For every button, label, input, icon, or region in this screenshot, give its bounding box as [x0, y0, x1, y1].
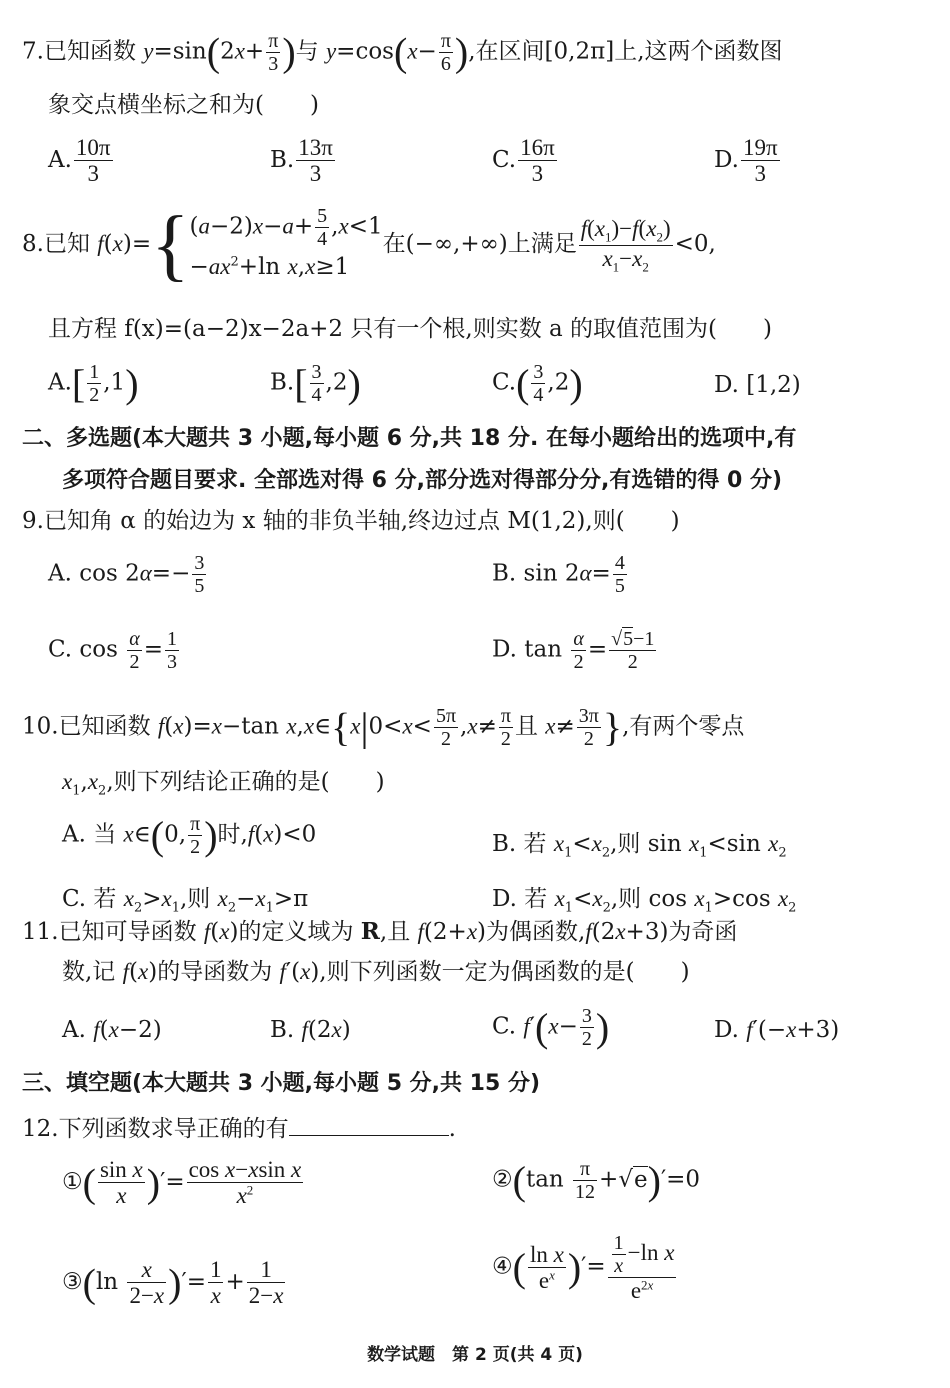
q11-option-b[interactable]: B. f(2x) [270, 1017, 351, 1043]
q12-item-2: ②(tan $\frac{\pi}{12}$ +√e)′=0 [492, 1158, 701, 1203]
q11-stem-line2: 数,记 f(x)的导函数为 f′(x),则下列函数一定为偶函数的是( ) [62, 959, 690, 985]
q11-option-c[interactable]: C. f′(x− $\frac{3}{2}$ ) [492, 1005, 610, 1050]
page-footer: 数学试题 第 2 页(共 4 页) [367, 1345, 583, 1365]
q9-option-d[interactable]: D. tan $\frac{\alpha}{2}$ = $\frac{√5-1}{2}$ [492, 628, 655, 673]
section3-title: 三、填空题(本大题共 3 小题,每小题 5 分,共 15 分) [22, 1071, 541, 1096]
q8-stem-line1: 8.已知 f(x)={ (a−2)x−a+ $\frac{5}{4}$ ,x<1 $-ax^2+\ln$ x,x≥1 在(−∞,+∞)上满足 $\frac{f(x_1)-f(x_2)}{x_1-x_2}$ <0, [22, 201, 716, 289]
q12-item-1: ①( $\frac{\text{sin x}}{x}$ )′= $\frac{\text{cos x−xsin x}}{x^2}$ [62, 1157, 302, 1209]
q9-stem: 9.已知角 α 的始边为 x 轴的非负半轴,终边过点 M(1,2),则( ) [22, 508, 680, 534]
q10-stem-line1: 10.已知函数 f(x)=x−tan x,x∈{x|0<x< $\frac{5\pi}{2}$ ,x≠ $\frac{\pi}{2}$ 且 x≠ $\frac{3\pi}{2}$ },有两个零点 [22, 704, 745, 750]
q8-number: 8. [22, 231, 44, 257]
q10-option-d[interactable]: D. 若 $x_1<x_2$,则 $\cos x_1>\cos$ $x_2$ [492, 886, 797, 916]
q8-option-c[interactable]: C.( $\frac{3}{4}$ ,2) [492, 361, 583, 406]
q9-option-c[interactable]: C. cos $\frac{\alpha}{2}$ = $\frac{1}{3}$ [48, 628, 178, 673]
q7-option-b[interactable]: B. $\frac{13\pi}{3}$ [270, 135, 333, 187]
q8-option-b[interactable]: B.[ $\frac{3}{4}$ ,2) [270, 361, 361, 406]
q7-option-d[interactable]: D. $\frac{19\pi}{3}$ [714, 135, 778, 187]
section2-title-line1: 二、多选题(本大题共 3 小题,每小题 6 分,共 18 分. 在每小题给出的选项中,有 [22, 426, 797, 451]
q7-option-c[interactable]: C. $\frac{16\pi}{3}$ [492, 135, 555, 187]
q12-item-4: ④( $\frac{\text{ln x}}{e^x}$ )′= $\frac{1}{x}$ −ln x $e^{2x}$ [492, 1232, 675, 1303]
q8-option-a[interactable]: A.[ $\frac{1}{2}$ ,1) [48, 361, 139, 406]
q9-option-b[interactable]: B. sin 2α= $\frac{4}{5}$ [492, 552, 625, 597]
q11-option-a[interactable]: A. f(x−2) [62, 1017, 162, 1043]
q8-piecewise: (a−2)x−a+ $\frac{5}{4}$ ,x<1 $-ax^2+\ln$ x,x≥1 [189, 205, 383, 281]
q11-stem-line1: 11.已知可导函数 f(x)的定义域为 R,且 f(2+x)为偶函数,f(2x+3)为奇函 [22, 918, 738, 945]
q10-stem-line2: $x_1,x_2$,则下列结论正确的是( ) [62, 769, 385, 799]
q8-stem-line2: 且方程 f(x)=(a−2)x−2a+2 只有一个根,则实数 a 的取值范围为( ) [48, 316, 772, 342]
q7-number: 7. [22, 38, 44, 65]
q12-answer-blank[interactable] [289, 1115, 449, 1136]
q11-option-d[interactable]: D. f′(−x+3) [714, 1017, 840, 1043]
q10-option-c[interactable]: C. 若 $x_2>x_1$,则 $x_2-x_1>\pi$ [62, 886, 309, 916]
q12-item-3: ③(ln $\frac{x}{2-x}$ )′= $\frac{1}{x}$ + $\frac{1}{2-x}$ [62, 1257, 284, 1309]
q8-option-d[interactable]: D. [1,2) [714, 372, 801, 398]
q7-option-a[interactable]: A. $\frac{10\pi}{3}$ [48, 135, 111, 187]
q12-stem: 12.下列函数求导正确的有 . [22, 1116, 456, 1142]
section2-title-line2: 多项符合题目要求. 全部选对得 6 分,部分选对得部分分,有选错的得 0 分) [62, 468, 783, 493]
q7-stem-line2: 象交点横坐标之和为( ) [48, 92, 319, 118]
q10-option-b[interactable]: B. 若 $x_1<x_2$,则 $\sin x_1<\sin$ $x_2$ [492, 831, 787, 861]
q9-option-a[interactable]: A. cos 2α=− $\frac{3}{5}$ [48, 552, 205, 597]
q7-stem-line1: 7.已知函数 y=sin(2x+ $\frac{\pi}{3}$ )与 y=cos(x− $\frac{\pi}{6}$ ),在区间[0,2π]上,这两个函数图 [22, 29, 783, 75]
q10-option-a[interactable]: A. 当 x∈(0, $\frac{\pi}{2}$ )时,f(x)<0 [62, 813, 317, 858]
